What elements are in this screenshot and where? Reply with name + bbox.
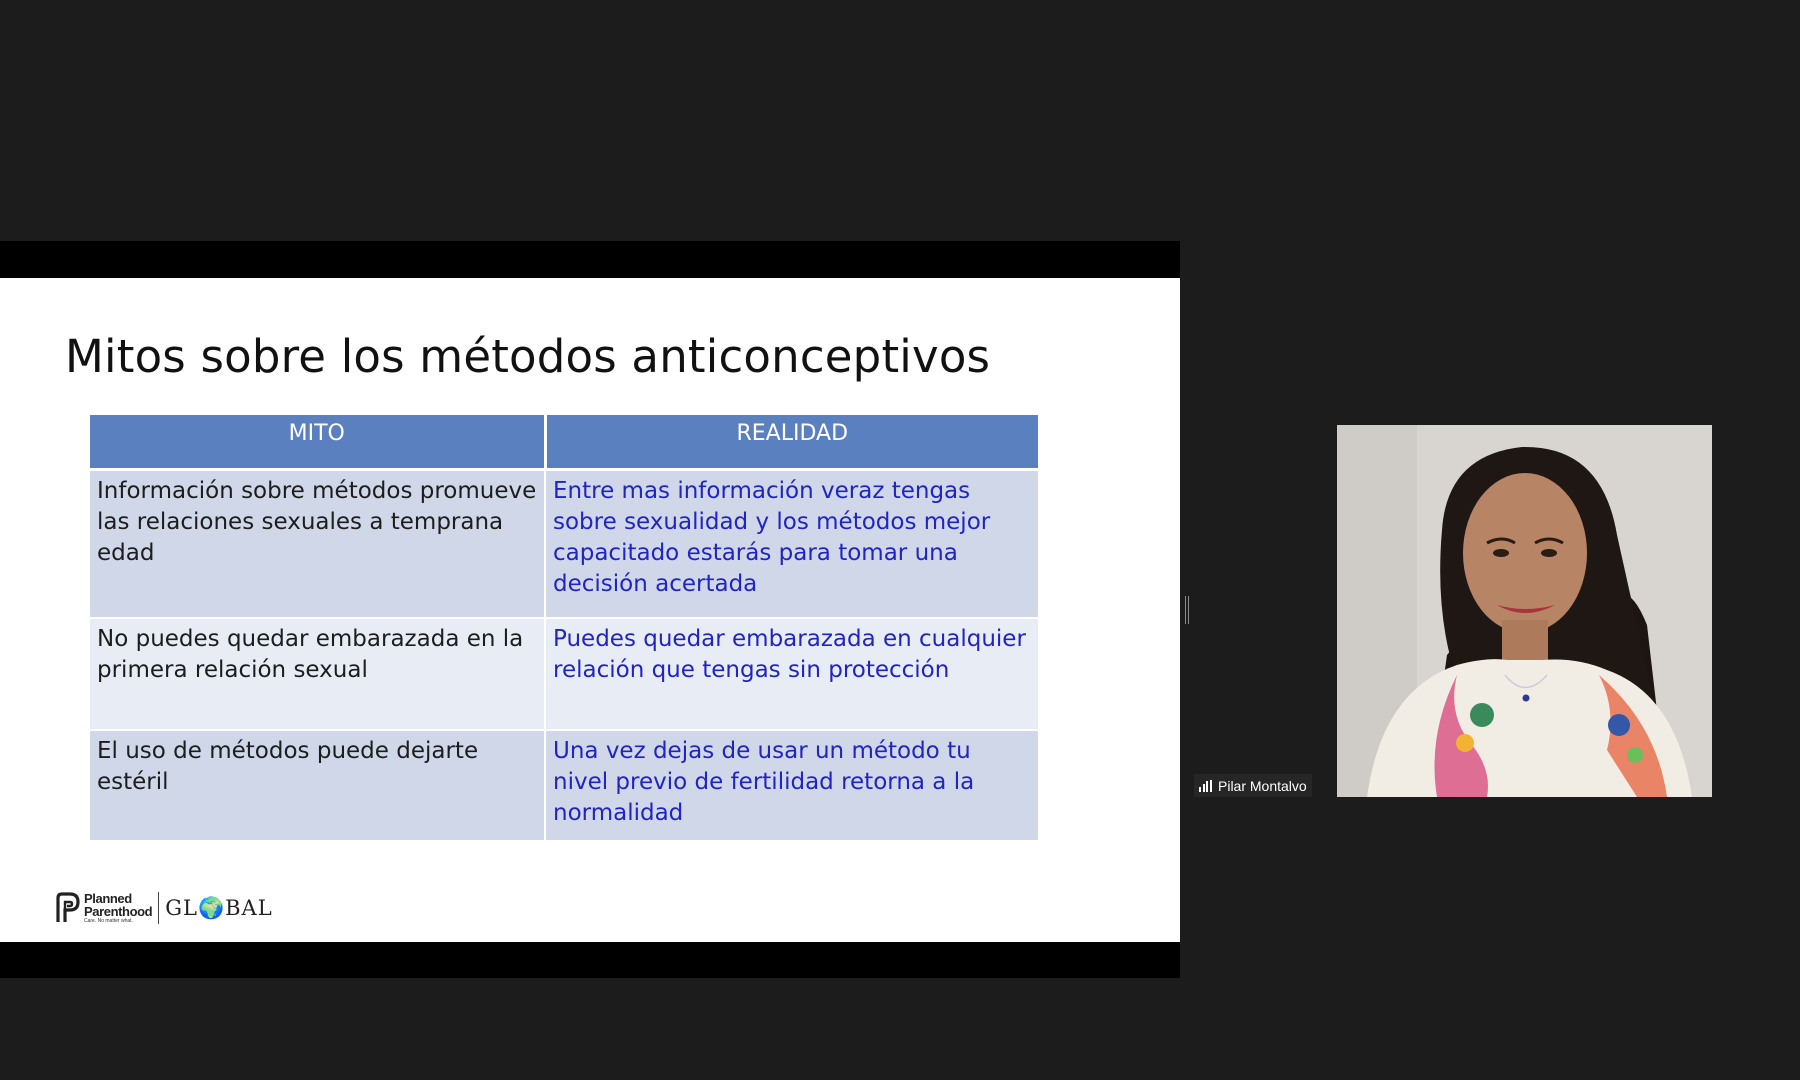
table-row [90, 730, 1038, 841]
splitter-handle[interactable] [1185, 596, 1189, 624]
myths-table [90, 415, 1038, 842]
logo-line2: Parenthood [84, 904, 153, 919]
header-realidad: REALIDAD [545, 415, 1038, 469]
logo-line1: Planned [84, 891, 132, 906]
myth-cell: Información sobre métodos promueve las relaciones sexuales a temprana edad [90, 469, 545, 618]
table-header-row [90, 415, 1038, 469]
logo-global-text: GL🌍BAL [165, 895, 273, 920]
slide-title: Mitos sobre los métodos anticonceptivos [65, 330, 991, 383]
participant-video-tile[interactable] [1337, 425, 1712, 797]
table-row [90, 618, 1038, 730]
participant-name: Pilar Montalvo [1218, 777, 1307, 794]
table-row [90, 469, 1038, 618]
signal-strength-icon [1199, 780, 1213, 792]
logo-tagline: Care. No matter what. [84, 918, 133, 924]
reality-cell: Una vez dejas de usar un método tu nivel previo de fertilidad retorna a la normalidad [545, 730, 1038, 841]
logo-wordmark [84, 892, 152, 924]
reality-cell: Puedes quedar embarazada en cualquier relación que tengas sin protección [545, 618, 1038, 730]
myth-cell: El uso de métodos puede dejarte estéril [90, 730, 545, 841]
presentation-slide [0, 278, 1180, 942]
planned-parenthood-global-logo [55, 890, 273, 926]
header-mito: MITO [90, 415, 545, 469]
myth-cell: No puedes quedar embarazada en la primera relación sexual [90, 618, 545, 730]
planned-parenthood-logo-icon [55, 892, 81, 924]
participant-name-tag [1194, 774, 1312, 797]
participant-photo [1337, 425, 1712, 797]
reality-cell: Entre mas información veraz tengas sobre sexualidad y los métodos mejor capacitado estarás para tomar una decisión acertada [545, 469, 1038, 618]
screen-share [0, 241, 1180, 978]
logo-divider [158, 892, 159, 924]
